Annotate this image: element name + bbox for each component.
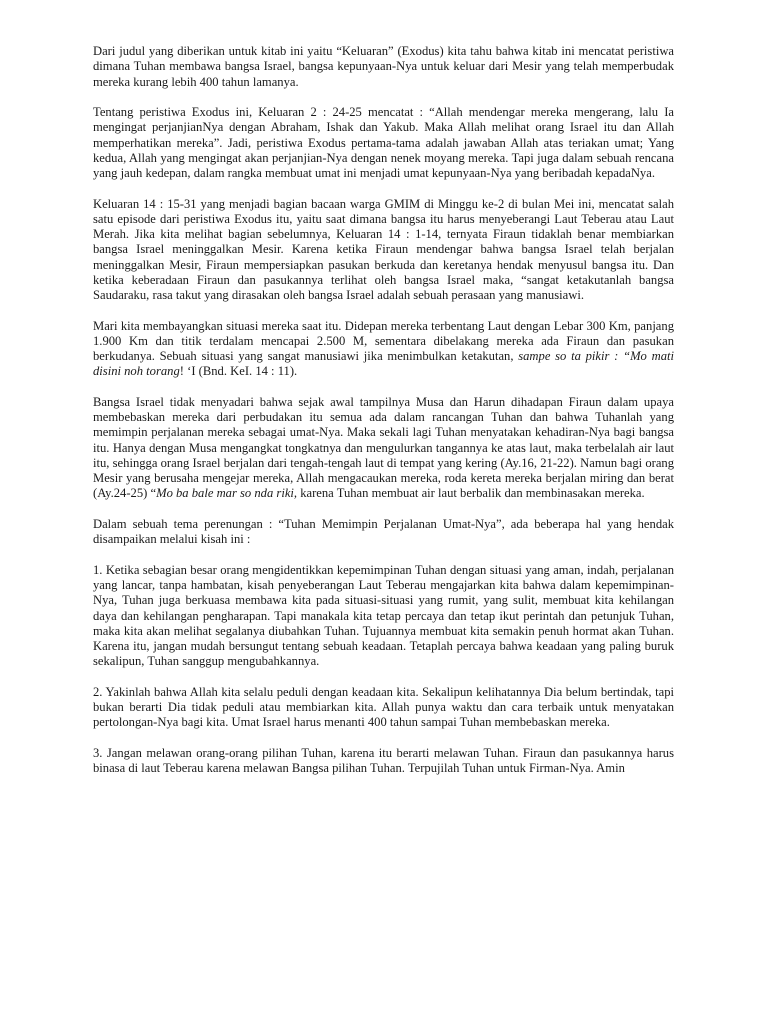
body-paragraph <box>93 319 674 380</box>
body-paragraph <box>93 395 674 502</box>
paragraph-text: 3. Jangan melawan orang-orang pilihan Tuhan, karena itu berarti melawan Tuhan. Firaun dan pasukannya harus binasa di laut Teberau karena melawan Bangsa pilihan Tuhan. Terpujilah Tuhan untuk Firman-Nya. Amin <box>93 745 674 776</box>
paragraph-text: 2. Yakinlah bahwa Allah kita selalu peduli dengan keadaan kita. Sekalipun kelihatannya Dia belum bertindak, tapi bukan berarti Dia tidak peduli atau membiarkan kita. Allah punya waktu dan cara terbaik untuk menyatakan pertolongan-Nya bagi kita. Umat Israel harus menanti 400 tahun sampai Tuhan membebaskan mereka. <box>93 684 674 730</box>
body-paragraph <box>93 517 674 548</box>
body-paragraph <box>93 197 674 304</box>
paragraph-text: 1. Ketika sebagian besar orang mengidentikkan kepemimpinan Tuhan dengan situasi yang aman, indah, perjalanan yang lancar, tanpa hambatan, kisah penyeberangan Laut Teberau mengajarkan kita bahwa dalam kepemimpinan-Nya, Tuhan juga berkuasa membawa kita pada situasi-situasi yang rumit, yang sulit, membuat kita kehilangan daya dan kehilangan pengharapan. Tapi manakala kita tetap percaya dan tetap ikut perintah dan petunjuk Tuhan, maka kita akan melihat segalanya diubahkan Tuhan. Tujuannya membuat kita semakin penuh hormat akan Tuhan. Karena itu, jangan mudah bersungut tentang sebuah keadaan. Tetaplah percaya bahwa keadaan yang paling buruk sekalipun, Tuhan sanggup mengubahkannya. <box>93 562 674 669</box>
paragraph-text: Dalam sebuah tema perenungan : “Tuhan Memimpin Perjalanan Umat-Nya”, ada beberapa hal yang hendak disampaikan melalui kisah ini : <box>93 516 674 547</box>
body-paragraph <box>93 685 674 731</box>
italic-text: sampe so ta pikir : “Mo mati disini noh torang <box>93 349 674 379</box>
body-paragraph <box>93 563 674 670</box>
paragraph-text: ! ‘I (Bnd. KeI. 14 : 11). <box>179 364 298 379</box>
paragraph-text: Mari kita membayangkan situasi mereka saat itu. Didepan mereka terbentang Laut dengan Lebar 300 Km, panjang 1.900 Km dan titik terdalam mencapai 2.500 M, sementara dibelakang mereka ada Firaun dan pasukan berkudanya. Sebuah situasi yang sangat manusiawi jika menimbulkan ketakutan, <box>93 318 674 364</box>
italic-text: Mo ba bale mar so nda riki, <box>156 486 298 501</box>
paragraph-text: karena Tuhan membuat air laut berbalik dan membinasakan mereka. <box>297 486 645 501</box>
body-paragraph <box>93 746 674 777</box>
paragraph-text: Bangsa Israel tidak menyadari bahwa sejak awal tampilnya Musa dan Harun dihadapan Firaun dalam upaya membebaskan mereka dari perbudakan itu semua ada dalam rancangan Tuhan dan bahwa Tuhanlah yang memimpin perjalanan mereka sebagai umat-Nya. Maka sekali lagi Tuhan menyatakan kehadiran-Nya bagi bangsa itu. Hanya dengan Musa mengangkat tongkatnya dan mengulurkan tangannya ke atas laut, maka terbelalah air laut itu, sehingga orang Israel berjalan dari tengah-tengah laut di tempat yang kering (Ay.16, 21-22). Namun bagi orang Mesir yang berusaha mengejar mereka, Allah mengacaukan mereka, roda kereta mereka berjalan miring dan berat (Ay.24-25) “ <box>93 394 674 501</box>
body-paragraph <box>93 105 674 181</box>
paragraph-text: Tentang peristiwa Exodus ini, Keluaran 2 : 24-25 mencatat : “Allah mendengar mereka mengerang, lalu Ia mengingat perjanjianNya dengan Abraham, Ishak dan Yakub. Maka Allah melihat orang Israel itu dan Allah memperhatikan mereka”. Jadi, peristiwa Exodus pertama-tama adalah jawaban Allah atas teriakan umat; Yang kedua, Allah yang mengingat akan perjanjian-Nya dengan nenek moyang mereka. Tapi juga dalam sebuah rencana yang jauh kedepan, dalam rangka membuat umat ini menjadi umat kepunyaan-Nya yang beribadah kepadaNya. <box>93 105 674 181</box>
paragraph-text: Keluaran 14 : 15-31 yang menjadi bagian bacaan warga GMIM di Minggu ke-2 di bulan Mei ini, mencatat salah satu episode dari peristiwa Exodus itu, yaitu saat dimana bangsa itu harus menyeberangi Laut Teberau atau Laut Merah. Jika kita melihat bagian sebelumnya, Keluaran 14 : 1-14, ternyata Firaun tidaklah benar membiarkan bangsa Israel meninggalkan Mesir. Karena ketika Firaun mendengar bahwa bangsa Israel telah berjalan meninggalkan Mesir, Firaun mempersiapkan pasukan berkuda dan keretanya hendak menyusul bangsa itu. Dan ketika keberadaan Firaun dan pasukannya terlihat oleh bangsa Israel maka, “sangat ketakutanlah bangsa Saudaraku, rasa takut yang dirasakan oleh bangsa Israel adalah sebuah perasaan yang manusiawi. <box>93 196 674 303</box>
paragraph-text: Dari judul yang diberikan untuk kitab ini yaitu “Keluaran” (Exodus) kita tahu bahwa kitab ini mencatat peristiwa dimana Tuhan membawa bangsa Israel, bangsa kepunyaan-Nya untuk keluar dari Mesir yang telah memperbudak mereka kurang lebih 400 tahun lamanya. <box>93 44 674 89</box>
body-paragraph <box>93 44 674 90</box>
